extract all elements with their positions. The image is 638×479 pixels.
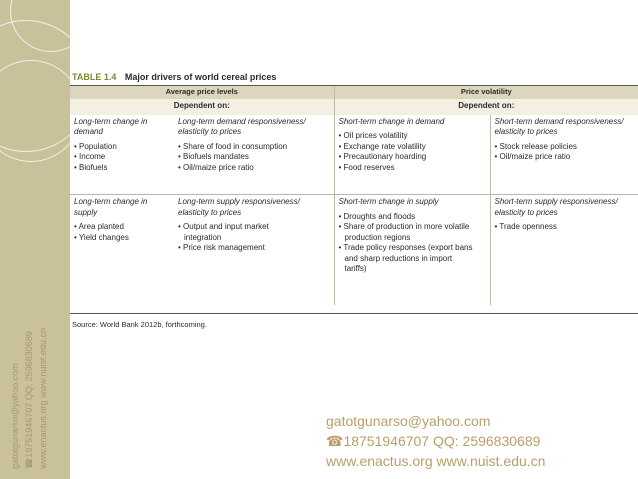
subheader-dependent-average: Dependent on:	[70, 99, 334, 115]
sidebar-watermark-email: gatotgunarso@yahoo.com	[10, 363, 20, 469]
decorative-sidebar	[0, 0, 70, 479]
cell: Long-term change in demand • Population • Income • Biofuels	[74, 116, 148, 172]
cell: Long-term supply responsiveness/ elasticity to prices • Output and input market integration • Price risk management	[174, 195, 334, 305]
contact-block	[326, 411, 545, 471]
table-row-demand	[70, 115, 638, 195]
table-group-header	[70, 86, 638, 99]
group-header-volatility: Price volatility	[334, 86, 638, 99]
table-row-supply	[70, 195, 638, 305]
table-title-text: Major drivers of world cereal prices	[124, 72, 277, 82]
sidebar-watermark-web: www.enactus.org www.nuist.edu.cn	[38, 327, 48, 469]
contact-websites[interactable]: www.enactus.org www.nuist.edu.cn	[326, 453, 546, 469]
subheader-dependent-volatility: Dependent on:	[334, 99, 638, 115]
cell: Short-term demand responsiveness/ elasticity to prices • Stock release policies • Oil/maize price ratio	[490, 115, 638, 195]
table-source-note: Source: World Bank 2012b, forthcoming.	[72, 320, 207, 329]
table-bottom-rule	[70, 313, 638, 314]
table-title	[72, 72, 276, 82]
cell: Long-term demand responsiveness/ elasticity to prices • Share of food in consumption • Biofuels mandates • Oil/maize price ratio	[178, 116, 306, 172]
contact-phone: ☎18751946707 QQ: 2596830689	[326, 433, 541, 449]
cell: Short-term supply responsiveness/ elasticity to prices • Trade openness	[490, 195, 638, 305]
cereal-drivers-table	[70, 86, 638, 305]
sidebar-watermark	[6, 169, 66, 469]
sidebar-watermark-phone: ☎18751946707 QQ: 2596830689	[24, 331, 34, 469]
cell: Long-term change in supply • Area planted • Yield changes	[70, 195, 174, 305]
table-number: TABLE 1.4	[72, 72, 117, 82]
table-subheader	[70, 99, 638, 115]
contact-email[interactable]: gatotgunarso@yahoo.com	[326, 413, 491, 429]
cell: Short-term change in demand • Oil prices volatility • Exchange rate volatility • Precautionary hoarding • Food reserves	[334, 115, 490, 195]
group-header-average: Average price levels	[70, 86, 334, 99]
cell: Short-term change in supply • Droughts and floods • Share of production in more volatile production regions • Trade policy responses (export bans and sharp reductions in import tariffs)	[334, 195, 490, 305]
